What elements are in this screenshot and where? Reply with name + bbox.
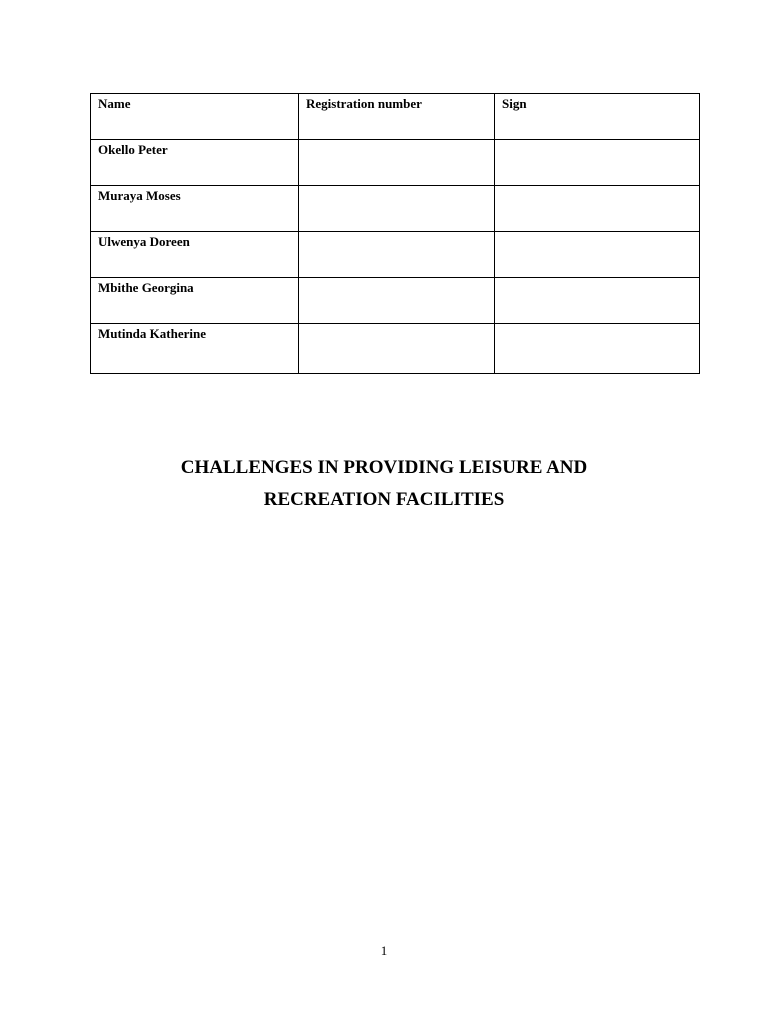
header-registration-number: Registration number	[299, 94, 495, 140]
sign-cell	[495, 232, 700, 278]
sign-cell	[495, 186, 700, 232]
page-number: 1	[380, 943, 388, 958]
header-name: Name	[91, 94, 299, 140]
table-row	[91, 278, 700, 324]
member-name: Ulwenya Doreen	[91, 232, 299, 278]
sign-cell	[495, 324, 700, 374]
sign-cell	[495, 140, 700, 186]
member-name: Mbithe Georgina	[91, 278, 299, 324]
table-header-row	[91, 94, 700, 140]
registration-number-cell	[299, 186, 495, 232]
title-line-2: RECREATION FACILITIES	[263, 489, 505, 510]
sign-cell	[495, 278, 700, 324]
table-row	[91, 186, 700, 232]
table-row	[91, 232, 700, 278]
registration-number-cell	[299, 140, 495, 186]
title-line-1: CHALLENGES IN PROVIDING LEISURE AND	[180, 457, 588, 478]
registration-number-cell	[299, 278, 495, 324]
document-title	[0, 452, 768, 516]
member-name: Mutinda Katherine	[91, 324, 299, 374]
registration-number-cell	[299, 324, 495, 374]
group-members-table	[90, 93, 700, 374]
member-name: Muraya Moses	[91, 186, 299, 232]
header-sign: Sign	[495, 94, 700, 140]
table-row	[91, 140, 700, 186]
registration-number-cell	[299, 232, 495, 278]
table-row	[91, 324, 700, 374]
member-name: Okello Peter	[91, 140, 299, 186]
